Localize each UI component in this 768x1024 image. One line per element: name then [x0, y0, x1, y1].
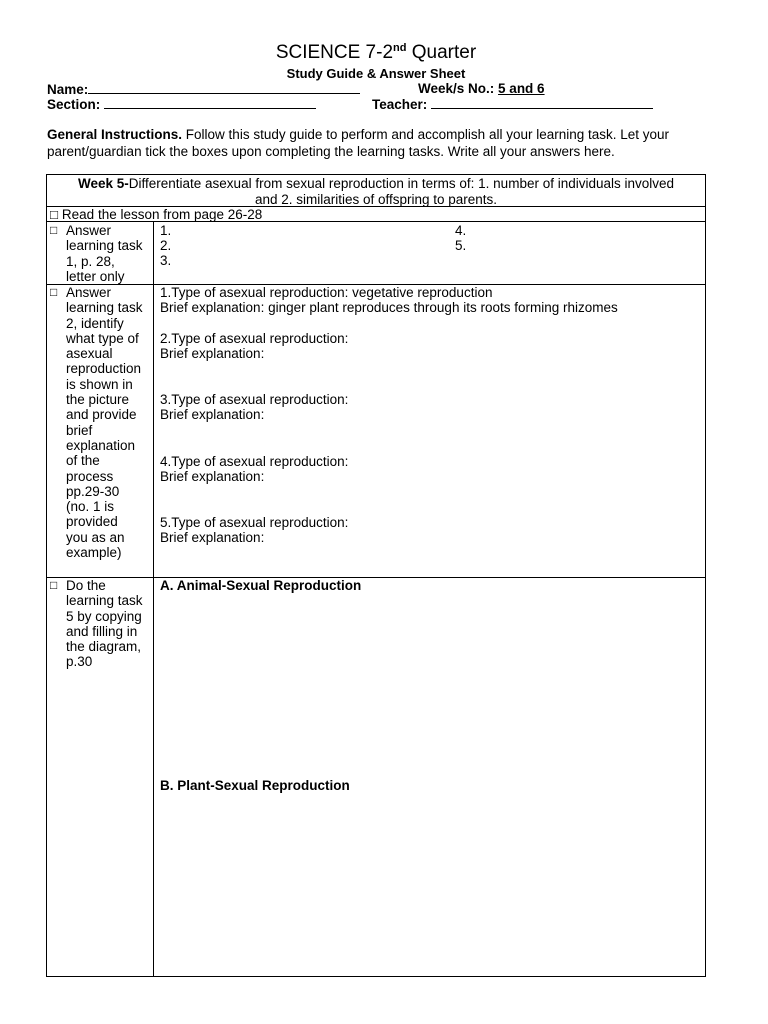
item-2-explanation: Brief explanation: [160, 346, 265, 362]
task-3 [50, 578, 150, 670]
read-lesson-text: Read the lesson from page 26-28 [61, 207, 263, 222]
learning-task-table [46, 174, 706, 977]
week-5-objective [47, 176, 705, 207]
weeks-value: 5 and 6 [498, 81, 545, 96]
item-3-explanation: Brief explanation: [160, 407, 265, 423]
task-2 [50, 285, 150, 560]
checkbox-task-1[interactable]: □ [50, 223, 58, 237]
instructions-text: Follow this study guide to perform and accomplish all your learning task. Let your parent/guardian tick the boxes upon completing the learning tasks. Write all your answers here. [47, 127, 670, 159]
checkbox-task-3[interactable]: □ [50, 578, 58, 592]
answer-number-1: 1. [160, 223, 172, 238]
section-field [47, 96, 316, 112]
item-3-type: 3.Type of asexual reproduction: [160, 392, 349, 407]
general-instructions [47, 126, 707, 160]
week-objective-line2: and 2. similarities of offspring to parents. [254, 191, 498, 207]
teacher-blank [431, 96, 653, 109]
task-1-text: Answer learning task 1, p. 28, letter only [66, 223, 143, 284]
answer-number-3: 3. [160, 253, 172, 268]
item-4-type: 4.Type of asexual reproduction: [160, 454, 349, 469]
checkbox-read-lesson[interactable]: □ [50, 207, 59, 222]
item-5-explanation: Brief explanation: [160, 530, 265, 546]
weeks-label: Week/s No.: [418, 81, 495, 96]
teacher-field [372, 96, 653, 112]
page-title [0, 42, 752, 64]
task-2-item-4 [160, 454, 700, 485]
task-2-item-1 [160, 285, 700, 316]
item-2-type: 2.Type of asexual reproduction: [160, 331, 349, 346]
name-label: Name: [47, 82, 89, 97]
task-2-item-2 [160, 331, 700, 362]
name-blank [88, 81, 360, 94]
instructions-label: General Instructions. [47, 127, 183, 142]
task-3-text: Do the learning task 5 by copying and filling in the diagram, p.30 [66, 578, 143, 670]
item-1-type: 1.Type of asexual reproduction: vegetative reproduction [160, 285, 493, 300]
section-b-heading: B. Plant-Sexual Reproduction [160, 778, 350, 793]
week-label: Week 5- [77, 176, 129, 191]
task-2-text: Answer learning task 2, identify what type of asexual reproduction is shown in the picture and provide brief explanation of the process pp.29-30 (no. 1 is provided you as an example) [66, 285, 143, 561]
answer-number-2: 2. [160, 238, 172, 253]
title-main: SCIENCE 7-2 [275, 42, 394, 63]
teacher-label: Teacher: [372, 97, 428, 112]
answer-number-5: 5. [455, 238, 467, 253]
section-label: Section: [47, 97, 101, 112]
item-1-explanation: Brief explanation: ginger plant reproduces through its roots forming rhizomes [160, 300, 618, 316]
week-objective-line1: Differentiate asexual from sexual reproduction in terms of: 1. number of individuals involved [128, 176, 675, 191]
item-5-type: 5.Type of asexual reproduction: [160, 515, 349, 530]
item-4-explanation: Brief explanation: [160, 469, 265, 485]
name-field [47, 81, 360, 97]
read-lesson-row [50, 207, 650, 222]
page-subtitle: Study Guide & Answer Sheet [286, 66, 466, 81]
section-blank [104, 96, 316, 109]
weeks-field [418, 81, 545, 96]
answer-number-4: 4. [455, 223, 467, 238]
task-2-item-5 [160, 515, 700, 546]
section-a-heading: A. Animal-Sexual Reproduction [160, 578, 362, 593]
task-1 [50, 223, 150, 284]
title-superscript: nd [393, 42, 407, 54]
checkbox-task-2[interactable]: □ [50, 285, 58, 299]
task-2-item-3 [160, 392, 700, 423]
column-divider [153, 221, 154, 976]
title-end: Quarter [406, 42, 477, 63]
